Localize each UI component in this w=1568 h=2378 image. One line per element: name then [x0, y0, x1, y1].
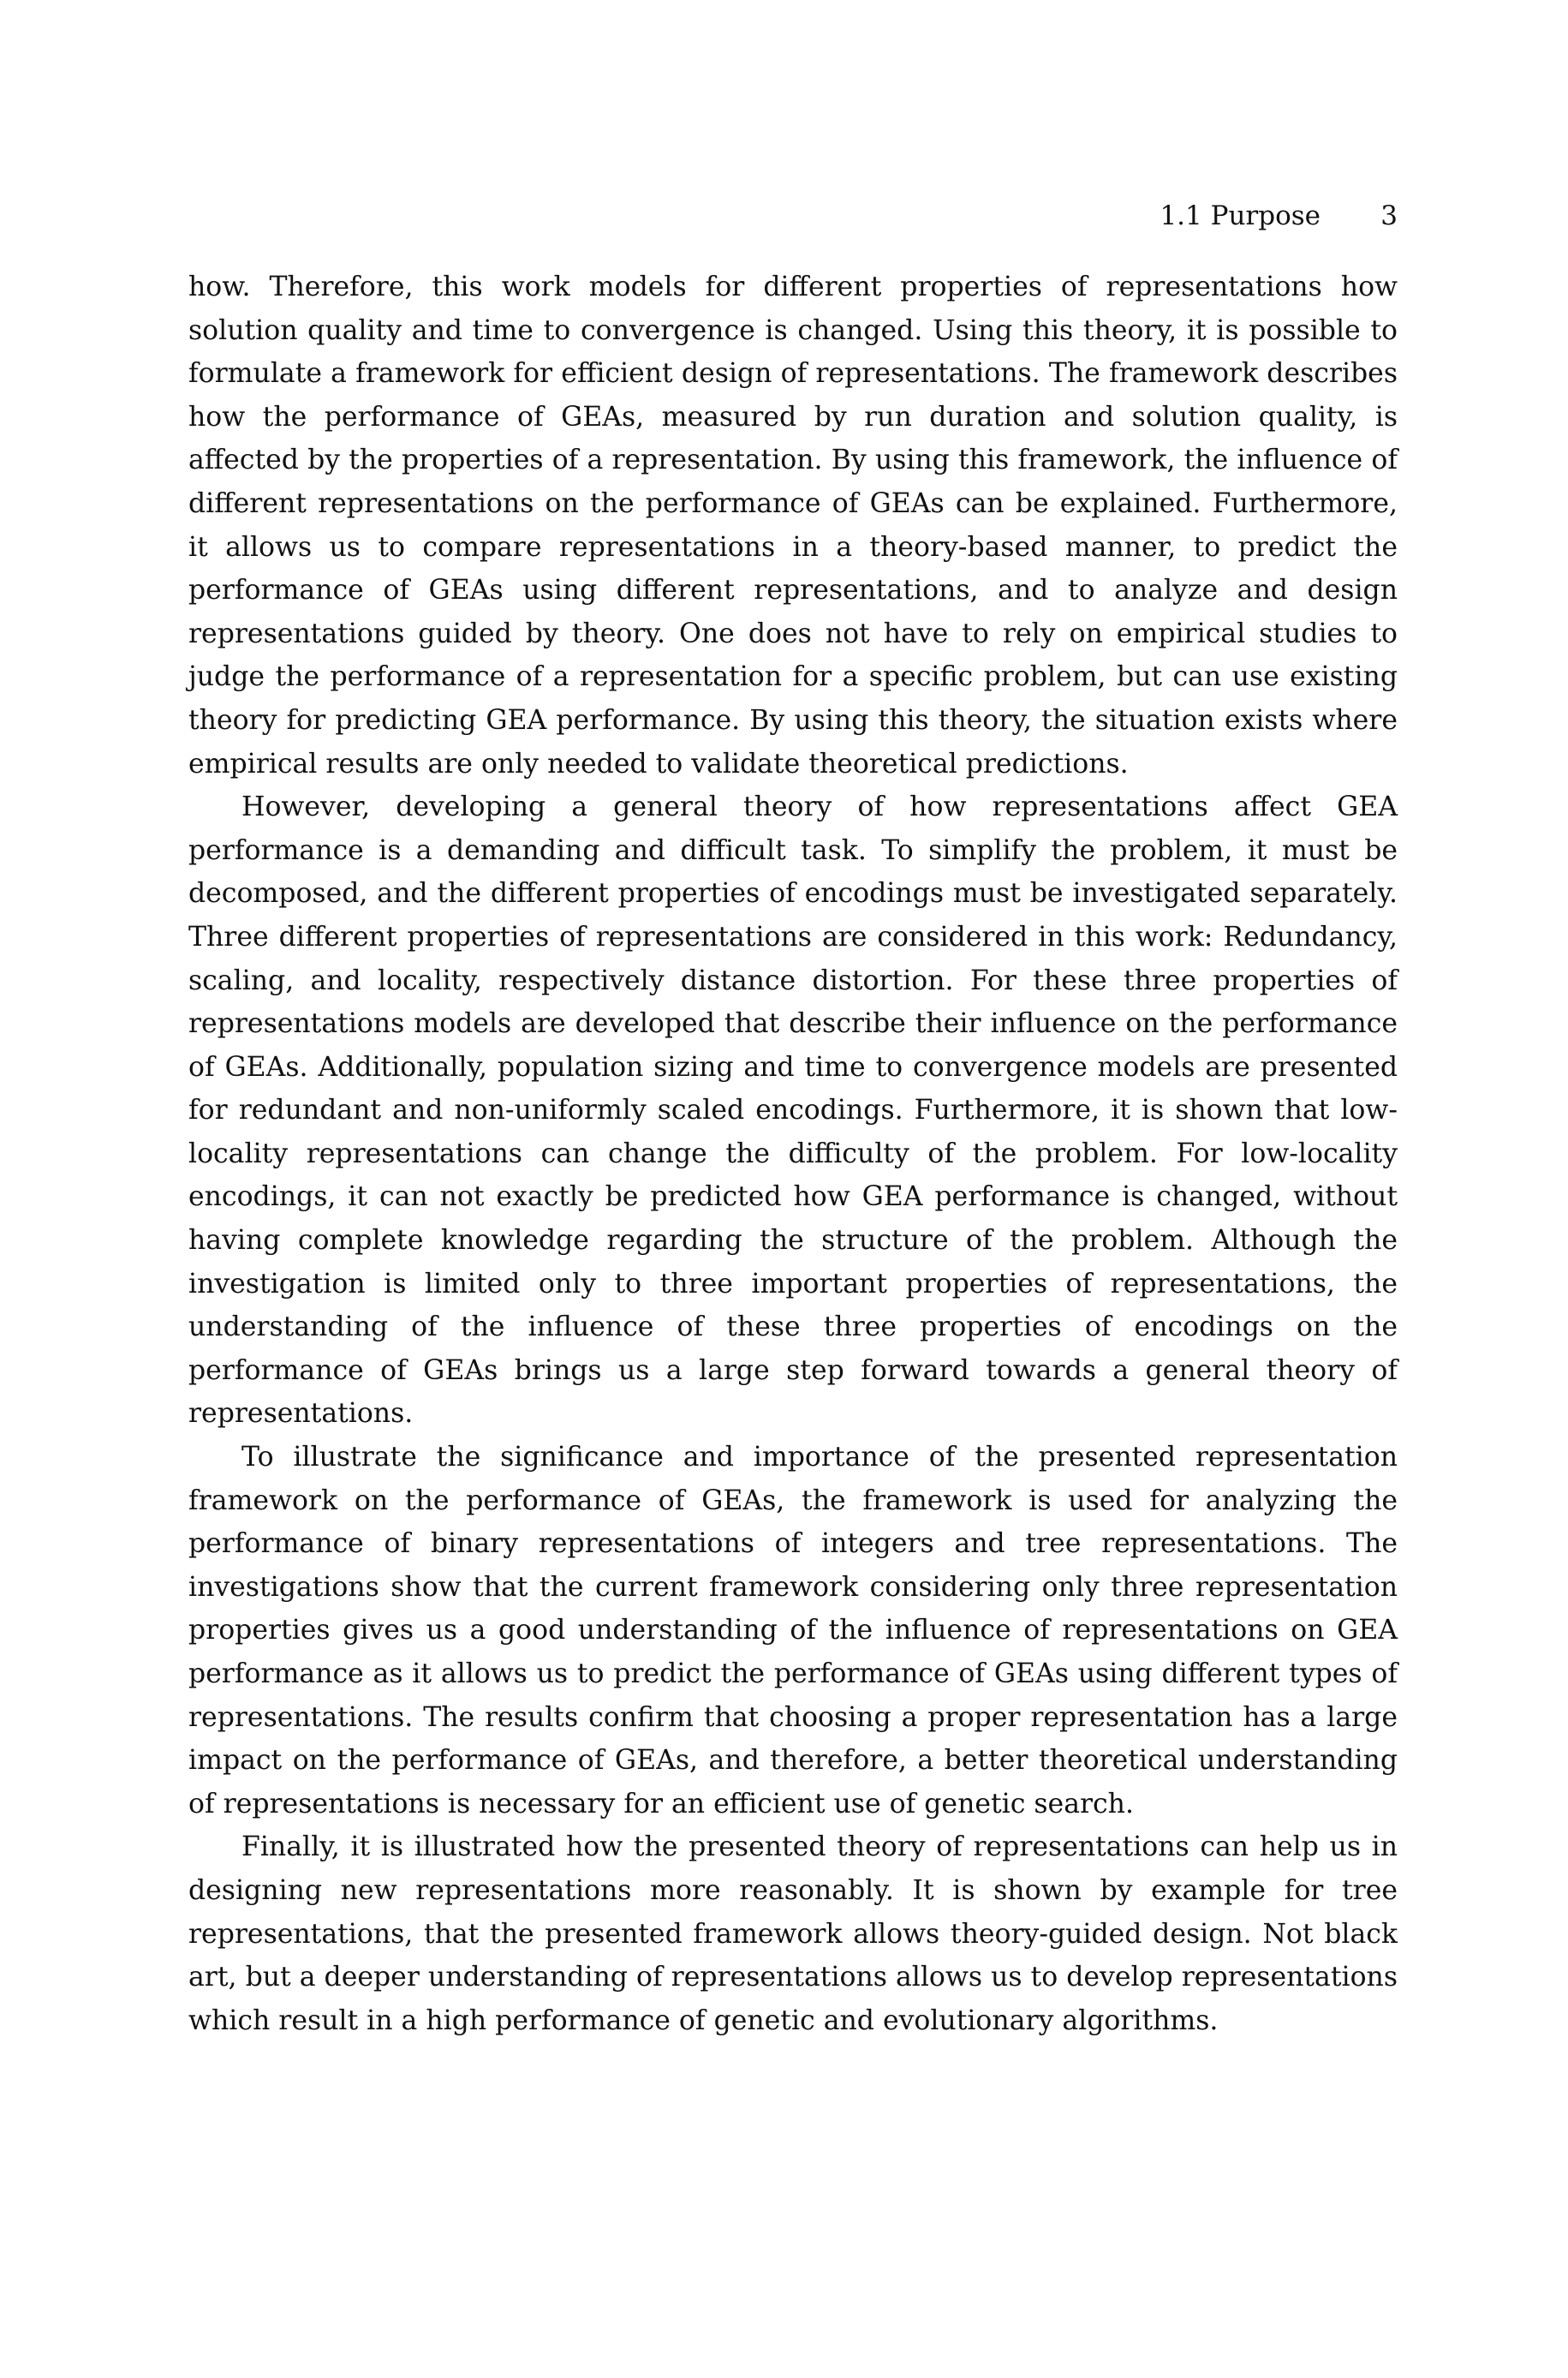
section-title: 1.1 Purpose: [1160, 200, 1321, 231]
running-head: [188, 194, 1398, 238]
page-number: 3: [1380, 200, 1398, 231]
paragraph-4: Finally, it is illustrated how the presented theory of representations can help us in designing new representations more reasonably. It is shown by example for tree representations, that the presented framework allows theory-guided design. Not black art, but a deeper understanding of representations allows us to develop representations which result in a high performance of genetic and evolutionary algorithms.: [188, 1831, 1398, 2036]
body-text: [188, 266, 1398, 2042]
paragraph-1: how. Therefore, this work models for different properties of representations how solution quality and time to convergence is changed. Using this theory, it is possible to formulate a framework for efficient design of representations. The framework describes how the performance of GEAs, measured by run duration and solution quality, is affected by the properties of a representation. By using this framework, the influence of different representations on the performance of GEAs can be explained. Furthermore, it allows us to compare representations in a theory-based manner, to predict the performance of GEAs using different representations, and to analyze and design representations guided by theory. One does not have to rely on empirical studies to judge the performance of a representation for a specific problem, but can use existing theory for predicting GEA performance. By using this theory, the situation exists where empirical results are only needed to validate theoretical predictions.: [188, 272, 1398, 780]
paragraph-2: However, developing a general theory of how representations affect GEA performance is a demanding and difficult task. To simplify the problem, it must be decomposed, and the different properties of encodings must be investigated separately. Three different properties of representations are considered in this work: Redundancy, scaling, and locality, respectively distance distortion. For these three properties of representations models are developed that describe their influence on the performance of GEAs. Additionally, population sizing and time to convergence models are presented for redundant and non-uniformly scaled encodings. Furthermore, it is shown that low-locality representations can change the difficulty of the problem. For low-locality encodings, it can not exactly be predicted how GEA performance is changed, without having complete knowledge regarding the structure of the problem. Although the investigation is limited only to three important properties of representations, the understanding of the influence of these three properties of encodings on the performance of GEAs brings us a large step forward towards a general theory of representations.: [188, 792, 1398, 1430]
paragraph-3: To illustrate the significance and importance of the presented representation framework on the performance of GEAs, the framework is used for analyzing the performance of binary representations of integers and tree representations. The investigations show that the current framework considering only three representation properties gives us a good understanding of the influence of representations on GEA performance as it allows us to predict the performance of GEAs using different types of representations. The results confirm that choosing a proper representation has a large impact on the performance of GEAs, and therefore, a better theoretical understanding of representations is necessary for an efficient use of genetic search.: [188, 1442, 1398, 1819]
